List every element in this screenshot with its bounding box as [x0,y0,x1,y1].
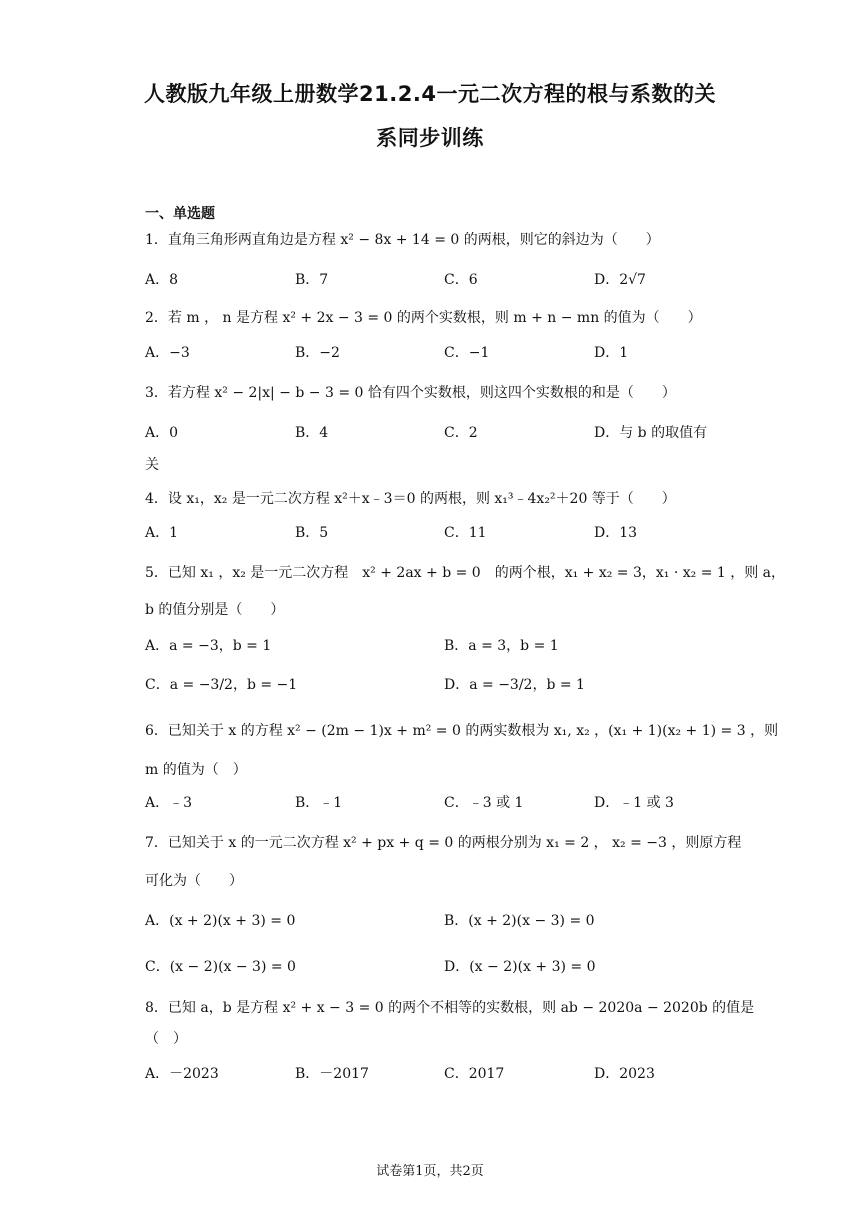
question-6-stem: 6．已知关于 x 的方程 x² − (2m − 1)x + m² = 0 的两实数根为 x₁, x₂ ，(x₁ + 1)(x₂ + 1) = 3 ，则 [145,723,779,739]
q6-option-a: A．﹣3 [145,795,193,811]
question-3-stem: 3．若方程 x² − 2|x| − b − 3 = 0 恰有四个实数根，则这四个实数根的和是（ ） [145,385,676,401]
q7-option-d: D．(x − 2)(x + 3) = 0 [444,959,596,975]
q3-option-b: B．4 [295,425,329,441]
title-line-1: 人教版九年级上册数学21.2.4一元二次方程的根与系数的关 [144,82,716,106]
q7-option-b: B．(x + 2)(x − 3) = 0 [444,913,595,929]
q5-option-b: B．a = 3，b = 1 [444,638,559,654]
q7-option-a: A．(x + 2)(x + 3) = 0 [145,913,296,929]
q2-option-a: A．−3 [145,345,190,361]
question-8-stem: 8．已知 a，b 是方程 x² + x − 3 = 0 的两个不相等的实数根，则 ab − 2020a − 2020b 的值是 [145,1000,755,1016]
title-line-2: 系同步训练 [376,126,484,150]
question-2-stem: 2．若 m ， n 是方程 x² + 2x − 3 = 0 的两个实数根，则 m + n − mn 的值为（ ） [145,310,702,326]
question-1-stem: 1．直角三角形两直角边是方程 x² − 8x + 14 = 0 的两根，则它的斜边为（ ） [145,232,660,248]
q1-option-c: C．6 [444,272,478,288]
question-7-stem-line2: 可化为（ ） [145,873,243,889]
question-5-stem-line2: b 的值分别是（ ） [145,602,285,618]
q5-option-c: C．a = −3/2，b = −1 [145,677,298,693]
q3-option-a: A．0 [145,425,179,441]
q5-option-a: A．a = −3，b = 1 [145,638,272,654]
question-6-stem-line2: m 的值为（ ） [145,762,247,778]
q3-option-c: C．2 [444,425,478,441]
q3-option-d: D．与 b 的取值有 [594,425,708,441]
q6-option-d: D．﹣1 或 3 [594,795,674,811]
question-8-stem-line2: （ ） [145,1031,187,1047]
q6-option-b: B．﹣1 [295,795,343,811]
q4-option-c: C．11 [444,525,487,541]
q1-option-a: A．8 [145,272,179,288]
q7-option-c: C．(x − 2)(x − 3) = 0 [145,959,296,975]
question-5-stem: 5．已知 x₁ ，x₂ 是一元二次方程 x² + 2ax + b = 0 的两个根，x₁ + x₂ = 3，x₁ · x₂ = 1 ，则 a， [145,565,786,581]
q4-option-b: B．5 [295,525,329,541]
q4-option-a: A．1 [145,525,179,541]
q1-option-d: D．2√7 [594,272,646,288]
question-7-stem: 7．已知关于 x 的一元二次方程 x² + px + q = 0 的两根分别为 x₁ = 2 ， x₂ = −3 ，则原方程 [145,835,742,851]
page-title [110,72,750,160]
section-heading: 一、单选题 [145,206,215,222]
q8-option-c: C．2017 [444,1066,505,1082]
q8-option-b: B．－2017 [295,1066,369,1082]
q3-option-d-wrap: 关 [145,457,159,473]
page-footer: 试卷第1页，共2页 [376,1164,484,1179]
q1-option-b: B．7 [295,272,329,288]
question-4-stem: 4．设 x₁，x₂ 是一元二次方程 x²＋x﹣3＝0 的两根，则 x₁³﹣4x₂²＋20 等于（ ） [145,491,676,507]
q2-option-b: B．−2 [295,345,340,361]
q4-option-d: D．13 [594,525,638,541]
q2-option-c: C．−1 [444,345,490,361]
q8-option-d: D．2023 [594,1066,655,1082]
q2-option-d: D．1 [594,345,629,361]
q8-option-a: A．－2023 [145,1066,219,1082]
q5-option-d: D．a = −3/2，b = 1 [444,677,585,693]
q6-option-c: C．﹣3 或 1 [444,795,524,811]
